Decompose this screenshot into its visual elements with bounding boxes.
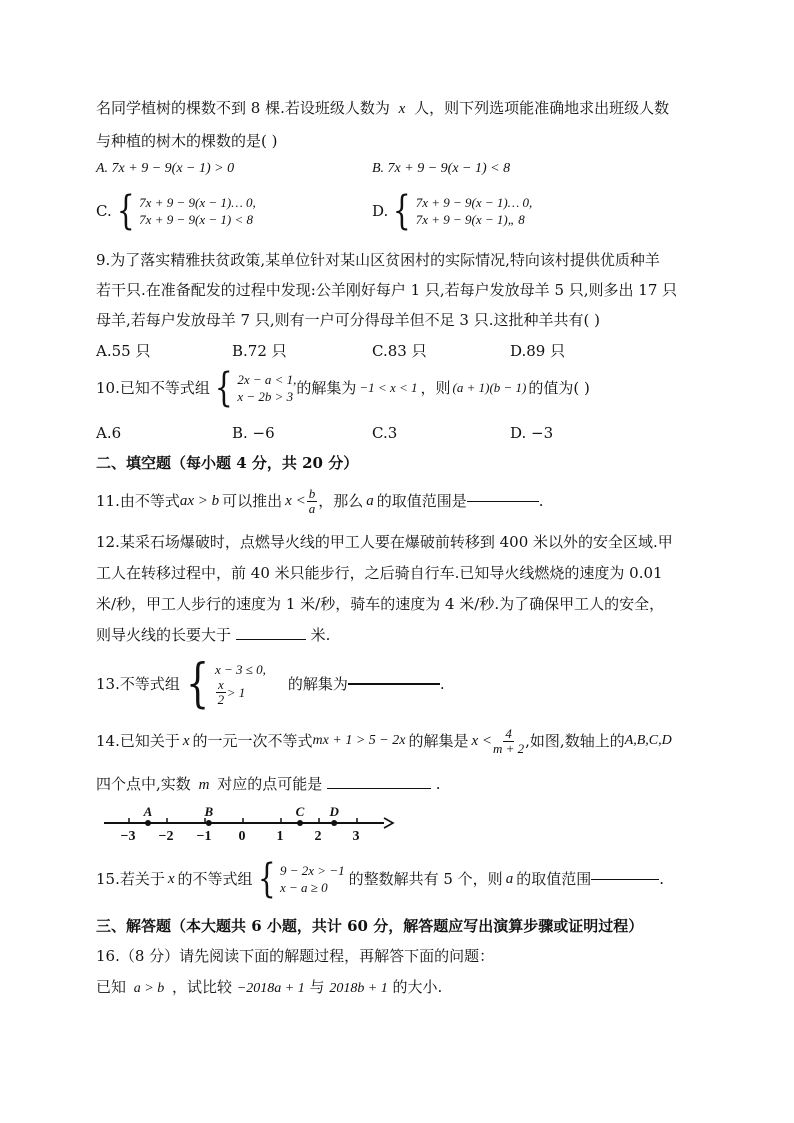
q16-line2: 已知 a > b ，试比较 −2018a + 1 与 2018b + 1 的大小.: [96, 978, 443, 996]
brace-symbol: {: [393, 188, 411, 234]
q10-option-b: B. −6: [232, 424, 275, 442]
number-line-figure: [100, 800, 400, 850]
tick-label: −2: [158, 829, 174, 844]
tick-label: −1: [196, 829, 212, 844]
point-b: [206, 820, 212, 826]
q12-line1: 12.某采石场爆破时，点燃导火线的甲工人要在爆破前转移到 400 米以外的安全区域.甲: [96, 533, 673, 551]
answer-blank[interactable]: [467, 501, 539, 502]
point-label-c: C: [295, 804, 305, 819]
q9-line1: 9.为了落实精雅扶贫政策,某单位针对某山区贫困村的实际情况,特向该村提供优质种羊: [96, 251, 660, 269]
point-c: [297, 820, 303, 826]
tick-label: 2: [314, 829, 322, 844]
point-d: [331, 820, 337, 826]
q8-option-c: C. { 7x + 9 − 9(x − 1)… 0, 7x + 9 − 9(x − 1) < 8: [96, 188, 256, 234]
brace-symbol: {: [257, 856, 276, 902]
brace-symbol: {: [185, 654, 209, 714]
brace-symbol: {: [214, 365, 233, 411]
q8-option-d: D. { 7x + 9 − 9(x − 1)… 0, 7x + 9 − 9(x − 1)„ 8: [372, 188, 533, 234]
q9-option-c: C.83 只: [372, 342, 427, 360]
q10-option-a: A.6: [96, 424, 122, 442]
answer-blank[interactable]: [591, 879, 659, 880]
tick-label: 1: [276, 829, 284, 844]
arrow-right-icon: [384, 818, 393, 828]
point-label-b: B: [204, 804, 214, 819]
point-label-a: A: [143, 804, 153, 819]
q10-stem: 10.已知不等式组 { 2x − a < 1, x − 2b > 3 的解集为 −1 < x < 1 ，则 (a + 1)(b − 1) 的值为( ): [96, 365, 590, 411]
q8-option-b: B. 7x + 9 − 9(x − 1) < 8: [372, 161, 511, 176]
point-label-d: D: [329, 804, 339, 819]
brace-symbol: {: [116, 188, 135, 234]
q9-option-b: B.72 只: [232, 342, 287, 360]
q11-stem: 11.由不等式 ax > b 可以推出 x < $\frac{b}{a}$ ，那么 a 的取值范围是 .: [96, 485, 544, 516]
q8-line1: 名同学植树的棵数不到 8 棵.若设班级人数为 x 人，则下列选项能准确地求出班级人数: [96, 99, 670, 117]
q9-line2: 若干只.在准备配发的过程中发现:公羊刚好每户 1 只,若每户发放母羊 5 只,则多出 17 只: [96, 281, 678, 299]
q9-option-a: A.55 只: [96, 342, 151, 360]
q12-line3: 米/秒，甲工人步行的速度为 1 米/秒，骑车的速度为 4 米/秒.为了确保甲工人的安全，: [96, 595, 665, 613]
answer-blank[interactable]: [236, 639, 306, 640]
answer-blank[interactable]: [348, 683, 440, 685]
section-2-heading: 二、填空题（每小题 4 分，共 20 分）: [96, 454, 359, 472]
tick-label: 0: [238, 829, 246, 844]
q10-option-d: D. −3: [510, 424, 554, 442]
q13-stem: 13.不等式组 { x − 3 ≤ 0, $\frac{x}{2}$ > 1 的解集为 .: [96, 654, 445, 714]
answer-blank[interactable]: [327, 788, 431, 789]
q9-line3: 母羊,若每户发放母羊 7 只,则有一户可分得母羊但不足 3 只.这批种羊共有( ): [96, 311, 600, 329]
tick-label: 3: [352, 829, 360, 844]
point-a: [145, 820, 151, 826]
q14-line2: 四个点中,实数 m 对应的点可能是 .: [96, 775, 441, 793]
q14-line1: 14.已知关于 x 的一元一次不等式 mx + 1 > 5 − 2x 的解集是 x < $\frac{4}{m + 2}$ ,如图,数轴上的 A,B,C,D: [96, 725, 672, 756]
q16-line1: 16.（8 分）请先阅读下面的解题过程，再解答下面的问题：: [96, 947, 495, 965]
q15-stem: 15.若关于 x 的不等式组 { 9 − 2x > −1 x − a ≥ 0 的整数解共有 5 个，则 a 的取值范围 .: [96, 856, 664, 902]
q10-option-c: C.3: [372, 424, 398, 442]
q12-line2: 工人在转移过程中，前 40 米只能步行，之后骑自行车.已知导火线燃烧的速度为 0.01: [96, 564, 663, 582]
q8-line2: 与种植的树木的棵数的是( ): [96, 132, 278, 150]
q8-option-a: A. 7x + 9 − 9(x − 1) > 0: [96, 161, 235, 176]
q12-line4: 则导火线的长要大于 米.: [96, 626, 331, 644]
section-3-heading: 三、解答题（本大题共 6 小题，共计 60 分，解答题应写出演算步骤或证明过程）: [96, 917, 644, 935]
tick-label: −3: [120, 829, 136, 844]
q9-option-d: D.89 只: [510, 342, 566, 360]
